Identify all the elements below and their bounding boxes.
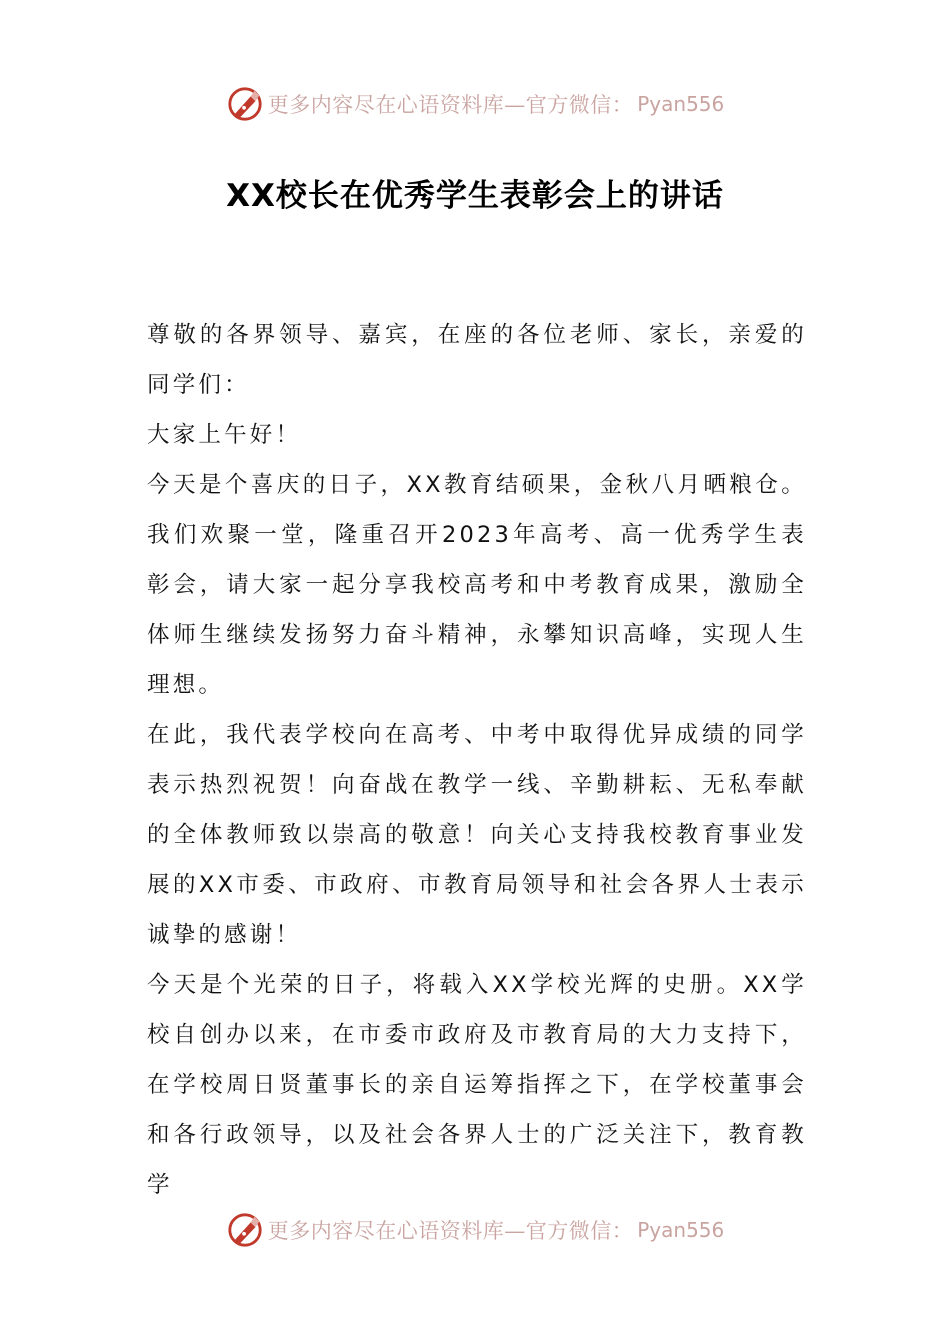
paragraph-congratulations: 在此，我代表学校向在高考、中考中取得优异成绩的同学表示热烈祝贺！向奋战在教学一线、辛勤耕耘、无私奉献的全体教师致以崇高的敬意！向关心支持我校教育事业发展的XX市委、市政府、市教育局领导和社会各界人士表示诚挚的感谢！ (147, 722, 807, 948)
header-watermark-banner (0, 82, 950, 126)
paragraph-occasion: 今天是个喜庆的日子，XX教育结硕果，金秋八月晒粮仓。我们欢聚一堂，隆重召开2023年高考、高一优秀学生表彰会，请大家一起分享我校高考和中考教育成果，激励全体师生继续发扬努力奋斗精神，永攀知识高峰，实现人生理想。 (147, 472, 807, 698)
pen-nib-logo-icon (226, 1211, 264, 1249)
watermark-text: 更多内容尽在心语资料库—官方微信： (267, 1219, 634, 1243)
watermark-wechat-id: Pyan556 (637, 1218, 725, 1242)
document-title: XX校长在优秀学生表彰会上的讲话 (226, 178, 724, 214)
paragraph-history: 今天是个光荣的日子，将载入XX学校光辉的史册。XX学校自创办以来，在市委市政府及市教育局的大力支持下，在学校周日贤董事长的亲自运筹指挥之下，在学校董事会和各行政领导，以及社会各界人士的广泛关注下，教育教学 (147, 972, 807, 1198)
watermark-text: 更多内容尽在心语资料库—官方微信： (267, 93, 634, 117)
paragraph-salutation: 尊敬的各界领导、嘉宾，在座的各位老师、家长，亲爱的同学们： (147, 322, 807, 398)
footer-watermark-banner (0, 1208, 950, 1252)
paragraph-greeting: 大家上午好！ (147, 422, 302, 448)
document-body (147, 310, 807, 1210)
pen-nib-logo-icon (226, 85, 264, 123)
watermark-wechat-id: Pyan556 (637, 92, 725, 116)
